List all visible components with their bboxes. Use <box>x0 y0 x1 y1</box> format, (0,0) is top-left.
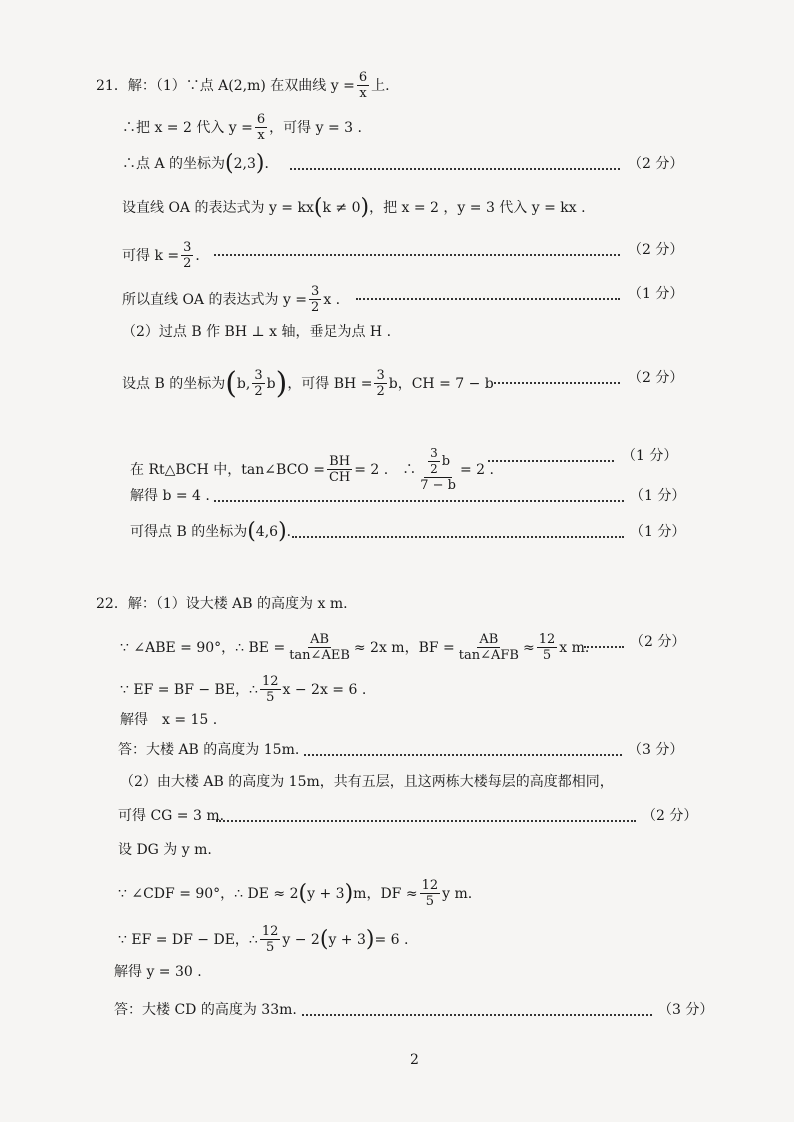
fraction: $\frac{12}{5}$ <box>421 878 439 909</box>
q21-l1-text: 21．解：（1）∵点 A(2,m) 在双曲线 y = <box>96 77 355 94</box>
q22-line-8: 设 DG 为 y m. <box>118 842 212 858</box>
fraction: $\frac{12}{5}$ <box>261 924 279 955</box>
q21-line-11: 可得点 B 的坐标为 ( 4,6 ) ． <box>130 519 301 544</box>
compound-fraction: $\frac{3}{2}$ b 7 − b <box>420 446 456 493</box>
dot-leader <box>214 500 624 502</box>
dot-leader <box>302 1014 652 1016</box>
fraction: $\frac{AB}{\text{tan∠AEB}}$ <box>289 632 350 663</box>
q22-line-3: ∵ EF = BF − BE，∴ $\frac{12}{5}$ x − 2x = 6 . <box>120 674 367 705</box>
fraction: $\frac{12}{5}$ <box>538 632 556 663</box>
q22-line-4: 解得 x = 15 . <box>120 712 218 728</box>
q21-line-8: 设点 B 的坐标为 ( b, $\frac{3}{2}$ b ) ，可得 BH = $\frac{3}{2}$ b，CH = 7 − b <box>122 365 494 401</box>
score: （2 分） <box>642 808 698 824</box>
fraction: $\frac{3}{2}$ <box>183 240 192 271</box>
dot-leader <box>216 820 636 822</box>
score: （1 分） <box>622 448 678 464</box>
q21-line-7: （2）过点 B 作 BH ⊥ x 轴，垂足为点 H . <box>122 324 392 340</box>
page-number: 2 <box>410 1052 419 1068</box>
q22-line-6: （2）由大楼 AB 的高度为 15m，共有五层，且这两栋大楼每层的高度都相同， <box>120 774 614 790</box>
q21-line-10: 解得 b = 4 . <box>130 488 210 504</box>
dot-leader <box>356 298 620 300</box>
fraction: $\frac{6}{x}$ <box>256 112 266 143</box>
q22-line-10: ∵ EF = DF − DE，∴ $\frac{12}{5}$ y − 2 ( y + 3 ) = 6 . <box>118 924 409 955</box>
score: （2 分） <box>630 634 686 650</box>
q21-line-4: 设直线 OA 的表达式为 y = kx ( k ≠ 0 ) ，把 x = 2 ，y = 3 代入 y = kx . <box>122 195 586 220</box>
dot-leader <box>290 168 620 170</box>
dot-leader <box>584 646 624 648</box>
q21-line-9: 在 Rt△BCH 中，tan∠BCO = $\frac{BH}{CH}$ = 2 . ∴ $\frac{3}{2}$ b 7 − b = 2 . <box>130 446 494 493</box>
q22-line-2: ∵ ∠ABE = 90°，∴ BE = $\frac{AB}{\text{tan∠AEB}}$ ≈ 2x m，BF = $\frac{AB}{\text{tan∠AFB}}$ ≈ $\frac{12}{5}$ x m. <box>120 632 590 663</box>
dot-leader <box>488 460 614 462</box>
fraction: $\frac{AB}{\text{tan∠AFB}}$ <box>458 632 519 663</box>
fraction: $\frac{6}{x}$ <box>358 70 368 101</box>
score: （1 分） <box>630 488 686 504</box>
q22-line-12: 答：大楼 CD 的高度为 33m. <box>114 1002 297 1018</box>
score: （1 分） <box>630 524 686 540</box>
q22-line-9: ∵ ∠CDF = 90°，∴ DE ≈ 2 ( y + 3 ) m，DF ≈ $\frac{12}{5}$ y m. <box>118 878 473 909</box>
score: （3 分） <box>628 742 684 758</box>
q22-line-7: 可得 CG = 3 m. <box>118 808 225 824</box>
fraction: $\frac{3}{2}$ <box>311 284 320 315</box>
q21-line-2: ∴把 x = 2 代入 y = $\frac{6}{x}$ ，可得 y = 3 . <box>122 112 362 143</box>
fraction: $\frac{BH}{CH}$ <box>328 454 351 485</box>
score: （2 分） <box>628 370 684 386</box>
score: （2 分） <box>628 156 684 172</box>
score: （1 分） <box>628 286 684 302</box>
dot-leader <box>304 754 622 756</box>
score: （2 分） <box>628 242 684 258</box>
dot-leader <box>494 382 620 384</box>
dot-leader <box>292 536 624 538</box>
dot-leader <box>214 254 620 256</box>
fraction: $\frac{3}{2}$ <box>254 368 263 399</box>
q21-line-5: 可得 k = $\frac{3}{2}$ ． <box>122 240 210 271</box>
q22-line-5: 答：大楼 AB 的高度为 15m. <box>118 742 300 758</box>
q22-line-11: 解得 y = 30 . <box>114 964 202 980</box>
score: （3 分） <box>658 1002 714 1018</box>
q21-line-1: 21．解：（1）∵点 A(2,m) 在双曲线 y = $\frac{6}{x}$ 上. <box>96 70 390 101</box>
q22-line-1: 22．解：（1）设大楼 AB 的高度为 x m. <box>96 596 348 612</box>
q21-line-3: ∴点 A 的坐标为 ( 2,3 ) ． <box>122 151 279 176</box>
fraction: $\frac{3}{2}$ <box>376 368 385 399</box>
q21-line-6: 所以直线 OA 的表达式为 y = $\frac{3}{2}$ x . <box>122 284 341 315</box>
fraction: $\frac{12}{5}$ <box>261 674 279 705</box>
